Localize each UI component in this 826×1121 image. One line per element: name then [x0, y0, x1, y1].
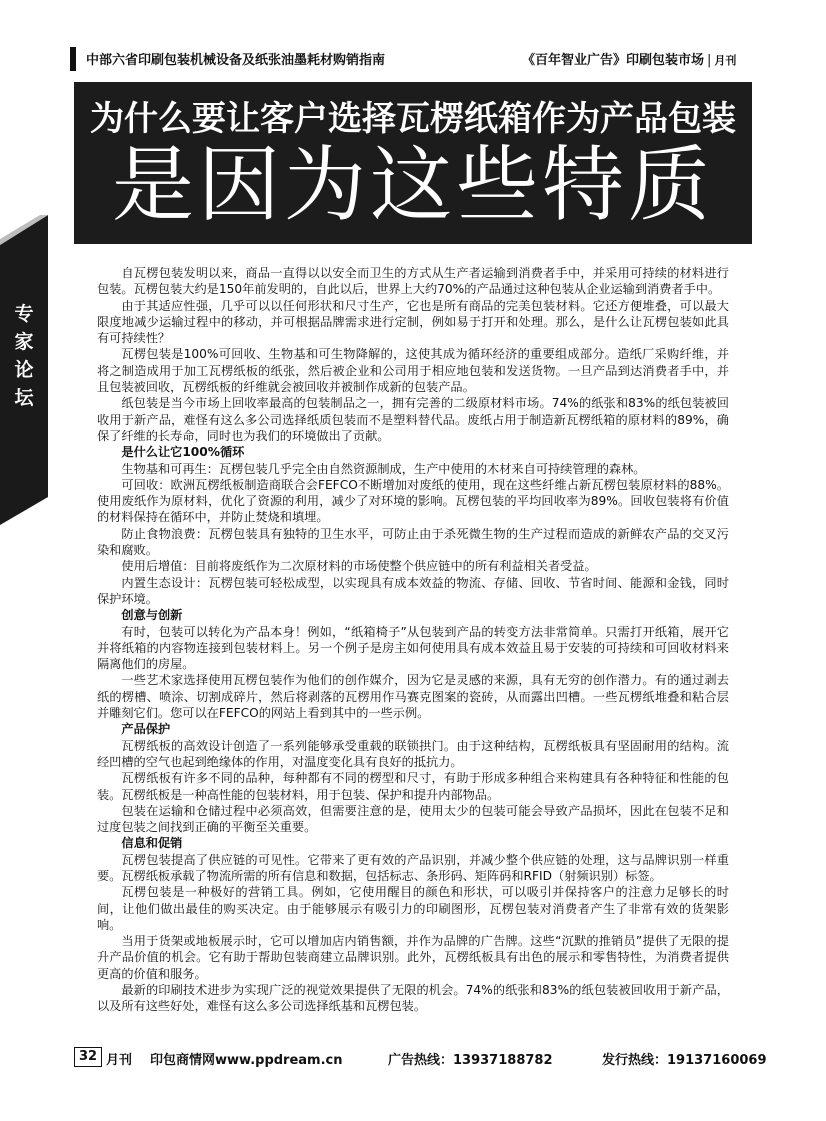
section-tab-label	[0, 300, 48, 412]
paragraph: 使用后增值：目前将废纸作为二次原材料的市场使整个供应链中的所有利益相关者受益。	[121, 559, 597, 574]
banner-title: 是因为这些特质	[111, 138, 714, 233]
header-frequency: 月刊	[714, 54, 737, 67]
paragraph: 瓦楞纸板有许多不同的品种，每种都有不同的楞型和尺寸，有助于形成多种组合来构建具有各种特征和性能的包装。瓦楞纸板是一种高性能的包装材料，用于包装、保护和提升内部物品。	[97, 771, 729, 802]
section-heading: 信息和促销	[121, 836, 183, 851]
paragraph: 纸包装是当今市场上回收率最高的包装制品之一，拥有完善的二级原材料市场。74%的纸张和83%的纸包装被回收用于新产品，难怪有这么多公司选择纸质包装而不是塑料替代品。废纸占用于制造新瓦楞纸箱的原材料的89%，确保了纤维的长寿命，同时也为我们的环境做出了贡献。	[97, 396, 729, 443]
paragraph: 可回收：欧洲瓦楞纸板制造商联合会FEFCO不断增加对废纸的使用，现在这些纤维占新瓦楞包装原材料的88%。使用废纸作为原材料，优化了资源的利用，减少了对环境的影响。瓦楞包装的平均回收率为89%。回收包装将有价值的材料保持在循环中，并防止焚烧和填埋。	[97, 477, 729, 525]
paragraph: 瓦楞包装提高了供应链的可见性。它带来了更有效的产品识别，并减少整个供应链的处理，这与品牌识别一样重要。瓦楞纸板承载了物流所需的所有信息和数据，包括标志、条形码、矩阵码和RFID（射频识别）标签。	[97, 852, 729, 883]
header-bar	[70, 47, 76, 71]
ad-hotline: 广告热线：13937188782	[388, 1053, 553, 1068]
banner-subtitle: 为什么要让客户选择瓦楞纸箱作为产品包装	[90, 99, 736, 139]
paragraph: 瓦楞纸板的高效设计创造了一系列能够承受重载的联锁拱门。由于这种结构，瓦楞纸板具有坚固耐用的结构。流经凹槽的空气也起到绝缘体的作用，对温度变化具有良好的抵抗力。	[97, 738, 729, 769]
paragraph: 由于其适应性强，几乎可以以任何形状和尺寸生产，它也是所有商品的完美包装材料。它还方便堆叠，可以最大限度地减少运输过程中的移动，并可根据品牌需求进行定制，例如易于打开和处理。那么，是什么让瓦楞包装如此具有可持续性？	[97, 298, 729, 346]
page-footer	[74, 1047, 767, 1069]
paragraph: 防止食物浪费：瓦楞包装具有独特的卫生水平，可防止由于杀死微生物的生产过程而造成的新鲜农产品的交叉污染和腐败。	[97, 526, 729, 558]
footer-frequency: 月刊	[106, 1053, 133, 1068]
article-body	[97, 265, 729, 1015]
paragraph: 有时，包装可以转化为产品本身！例如，“纸箱椅子”从包装到产品的转变方法非常简单。只需打开纸箱，展开它并将纸箱的内容物连接到包装材料上。另一个例子是房主如何使用具有成本效益且易于安装的可持续和可回收材料来隔离他们的房屋。	[97, 624, 729, 672]
page-number: 32	[74, 1047, 102, 1067]
footer-website: 印包商情网www.ppdream.cn	[150, 1053, 343, 1068]
section-tab-char: 论	[14, 359, 34, 381]
header-right	[522, 49, 736, 68]
paragraph: 自瓦楞包装发明以来，商品一直得以以安全而卫生的方式从生产者运输到消费者手中，并采用可持续的材料进行包装。瓦楞包装大约是150年前发明的，自此以后，世界上大约70%的产品通过这种包装从企业运输到消费者手中。	[97, 266, 729, 297]
title-banner	[74, 82, 752, 244]
paragraph: 一些艺术家选择使用瓦楞包装作为他们的创作媒介，因为它是灵感的来源，具有无穷的创作潜力。有的通过剥去纸的楞槽、喷涂、切割成碎片，然后将剥落的瓦楞用作马赛克图案的瓷砖，从而露出凹槽。一些瓦楞纸堆叠和粘合层并雕刻它们。您可以在FEFCO的网站上看到其中的一些示例。	[97, 673, 729, 721]
magazine-title: 《百年智业广告》印刷包装市场	[522, 53, 705, 68]
section-tab-char: 家	[14, 331, 34, 353]
section-heading: 是什么让它100%循环	[121, 445, 245, 460]
header-left-title: 中部六省印刷包装机械设备及纸张油墨耗材购销指南	[86, 53, 386, 68]
paragraph: 瓦楞包装是100%可回收、生物基和可生物降解的，这使其成为循环经济的重要组成部分。造纸厂采购纤维，并将之制造成用于加工瓦楞纸板的纸张，然后被企业和公司用于相应地包装和发送货物。一旦产品到达消费者手中，并且包装被回收，瓦楞纸板的纤维就会被回收并被制作成新的包装产品。	[97, 347, 729, 395]
paragraph: 包装在运输和仓储过程中必须高效，但需要注意的是，使用太少的包装可能会导致产品损坏，因此在包装不足和过度包装之间找到正确的平衡至关重要。	[97, 803, 729, 835]
section-heading: 创意与创新	[121, 608, 183, 623]
paragraph: 生物基和可再生：瓦楞包装几乎完全由自然资源制成，生产中使用的木材来自可持续管理的森林。	[121, 461, 646, 476]
section-tab-char: 坛	[14, 387, 34, 409]
header-separator: |	[707, 53, 712, 68]
paragraph: 最新的印刷技术进步为实现广泛的视觉效果提供了无限的机会。74%的纸张和83%的纸包装被回收用于新产品，以及所有这些好处，难怪有这么多公司选择纸基和瓦楞包装。	[97, 983, 729, 1014]
paragraph: 当用于货架或地板展示时，它可以增加店内销售额，并作为品牌的广告牌。这些“沉默的推销员”提供了无限的提升产品价值的机会。它有助于帮助包装商建立品牌识别。此外，瓦楞纸板具有出色的展示和零售特性，为消费者提供更高的价值和服务。	[97, 934, 729, 981]
sales-hotline: 发行热线：19137160069	[602, 1053, 767, 1068]
paragraph: 内置生态设计：瓦楞包装可轻松成型，以实现具有成本效益的物流、存储、回收、节省时间、能源和金钱，同时保护环境。	[97, 575, 729, 606]
section-heading: 产品保护	[121, 722, 171, 737]
section-tab-char: 专	[14, 303, 34, 325]
paragraph: 瓦楞包装是一种极好的营销工具。例如，它使用醒目的颜色和形状，可以吸引并保持客户的注意力足够长的时间，让他们做出最佳的购买决定。由于能够展示有吸引力的印刷图形，瓦楞包装对消费者产生了非常有效的货架影响。	[97, 885, 729, 932]
